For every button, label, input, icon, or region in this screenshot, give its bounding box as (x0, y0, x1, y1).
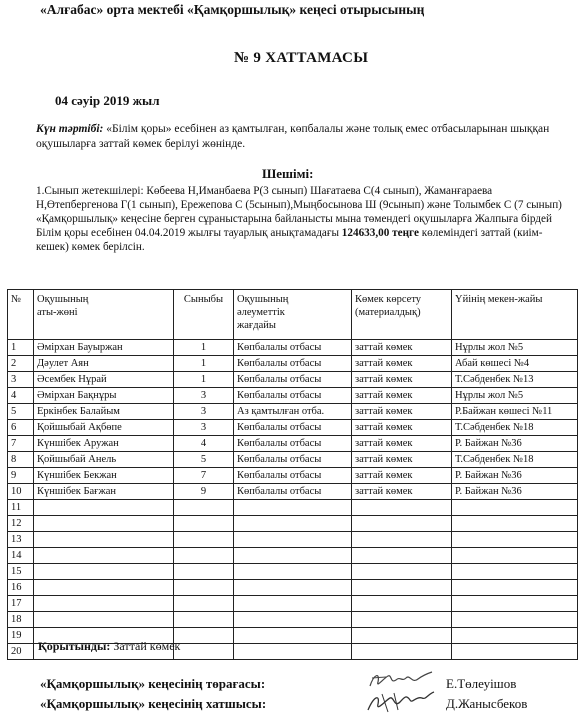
table-row (8, 340, 578, 356)
cell-assistance-type (352, 548, 452, 564)
cell-assistance-type: заттай көмек (352, 356, 452, 372)
header-number: № (8, 290, 34, 340)
table-row (8, 468, 578, 484)
students-table (7, 289, 578, 660)
table-row (8, 532, 578, 548)
cell-assistance-type (352, 628, 452, 644)
decision-heading: Шешімі: (262, 166, 314, 181)
cell-social-status: Көпбалалы отбасы (234, 388, 352, 404)
table-row (8, 436, 578, 452)
cell-assistance-type (352, 644, 452, 660)
secretary-name: Д.Жанысбеков (446, 696, 528, 711)
cell-address (452, 516, 578, 532)
decision-text-before: 1.Сынып жетекшілері: Көбеева Н,Иманбаева Р(3 сынып) Шағатаева С(4 сынып), Жаманғараева Н,Өтепбергенова Г(1 сынып), Ережепова С (5сынып),Мыңбосынова Ш (9сынып) және Толымбек С (7 сынып) «Қамқоршылық» кеңесіне берген сұраныстарына байланысты мына төмендегі оқушыларға Жалпыға бірдей Білім қоры есебінен 04.04.2019 жылғы тауарлық анықтамадағы (36, 185, 562, 239)
cell-assistance-type: заттай көмек (352, 468, 452, 484)
cell-address (452, 532, 578, 548)
decision-text (36, 184, 572, 254)
cell-grade: 1 (174, 340, 234, 356)
cell-assistance-type: заттай көмек (352, 420, 452, 436)
cell-social-status: Көпбалалы отбасы (234, 340, 352, 356)
document-title: № 9 ХАТТАМАСЫ (234, 50, 369, 66)
cell-number: 4 (8, 388, 34, 404)
cell-grade: 1 (174, 372, 234, 388)
cell-student-name (34, 564, 174, 580)
cell-social-status: Көпбалалы отбасы (234, 436, 352, 452)
cell-address: Т.Сәбденбек №13 (452, 372, 578, 388)
table-row (8, 516, 578, 532)
cell-social-status: Көпбалалы отбасы (234, 372, 352, 388)
cell-number: 17 (8, 596, 34, 612)
cell-student-name (34, 596, 174, 612)
cell-grade (174, 500, 234, 516)
cell-grade (174, 596, 234, 612)
table-row (8, 356, 578, 372)
cell-assistance-type (352, 580, 452, 596)
cell-number: 15 (8, 564, 34, 580)
cell-student-name (34, 532, 174, 548)
secretary-label: «Қамқоршылық» кеңесінің хатшысы: (40, 696, 267, 711)
table-row (8, 580, 578, 596)
cell-number: 3 (8, 372, 34, 388)
cell-student-name: Әмірхан Бақнұры (34, 388, 174, 404)
summary-label: Қорытынды: (38, 639, 111, 653)
secretary-signature (364, 688, 440, 716)
cell-number: 14 (8, 548, 34, 564)
cell-grade (174, 628, 234, 644)
table-row (8, 388, 578, 404)
decision-amount: 124633,00 теңге (341, 227, 419, 239)
cell-number: 16 (8, 580, 34, 596)
cell-address: Р.Байжан көшесі №11 (452, 404, 578, 420)
agenda-label: Күн тәртібі: (36, 123, 104, 135)
cell-number: 19 (8, 628, 34, 644)
cell-social-status: Аз қамтылған отба. (234, 404, 352, 420)
cell-number: 9 (8, 468, 34, 484)
header-grade: Сыныбы (174, 290, 234, 340)
cell-grade (174, 548, 234, 564)
cell-social-status (234, 644, 352, 660)
cell-student-name: Дәулет Аян (34, 356, 174, 372)
header-assistance-type: Көмек көрсету (материалдық) (352, 290, 452, 340)
cell-address (452, 628, 578, 644)
agenda-text: «Білім қоры» есебінен аз қамтылған, көпбалалы және толық емес отбасыларынан шыққан оқушыларға заттай көмек берілуі жөнінде. (36, 123, 550, 150)
cell-student-name: Күншібек Бағжан (34, 484, 174, 500)
cell-student-name: Күншібек Бекжан (34, 468, 174, 484)
cell-grade: 3 (174, 420, 234, 436)
cell-number: 8 (8, 452, 34, 468)
cell-assistance-type: заттай көмек (352, 484, 452, 500)
cell-social-status (234, 580, 352, 596)
cell-social-status: Көпбалалы отбасы (234, 468, 352, 484)
cell-social-status: Көпбалалы отбасы (234, 452, 352, 468)
cell-assistance-type (352, 500, 452, 516)
cell-address (452, 580, 578, 596)
cell-grade: 7 (174, 468, 234, 484)
table-row (8, 404, 578, 420)
cell-student-name: Еркінбек Балайым (34, 404, 174, 420)
cell-number: 1 (8, 340, 34, 356)
cell-number: 13 (8, 532, 34, 548)
cell-social-status: Көпбалалы отбасы (234, 420, 352, 436)
cell-student-name: Әсембек Нұрай (34, 372, 174, 388)
cell-student-name: Қойшыбай Анель (34, 452, 174, 468)
cell-address: Р. Байжан №36 (452, 436, 578, 452)
cell-address (452, 612, 578, 628)
cell-grade (174, 580, 234, 596)
cell-address: Нұрлы жол №5 (452, 388, 578, 404)
cell-grade: 3 (174, 404, 234, 420)
cell-address: Т.Сәбденбек №18 (452, 420, 578, 436)
cell-address: Нұрлы жол №5 (452, 340, 578, 356)
table-row (8, 564, 578, 580)
table-row (8, 420, 578, 436)
chair-name: Е.Төлеуішов (446, 676, 517, 691)
cell-assistance-type (352, 516, 452, 532)
cell-number: 18 (8, 612, 34, 628)
cell-assistance-type: заттай көмек (352, 372, 452, 388)
cell-assistance-type: заттай көмек (352, 340, 452, 356)
cell-address: Р. Байжан №36 (452, 468, 578, 484)
cell-assistance-type: заттай көмек (352, 388, 452, 404)
cell-student-name (34, 580, 174, 596)
table-row (8, 500, 578, 516)
cell-grade (174, 532, 234, 548)
cell-address: Р. Байжан №36 (452, 484, 578, 500)
table-header-row (8, 290, 578, 340)
table-row (8, 548, 578, 564)
cell-number: 7 (8, 436, 34, 452)
chair-label: «Қамқоршылық» кеңесінің төрағасы: (40, 676, 266, 691)
cell-number: 2 (8, 356, 34, 372)
cell-social-status (234, 612, 352, 628)
cell-grade (174, 644, 234, 660)
cell-social-status (234, 500, 352, 516)
table-row (8, 612, 578, 628)
cell-social-status (234, 516, 352, 532)
cell-address (452, 644, 578, 660)
cell-assistance-type (352, 564, 452, 580)
summary-text: Заттай көмек (110, 639, 181, 653)
cell-assistance-type: заттай көмек (352, 452, 452, 468)
cell-assistance-type (352, 596, 452, 612)
cell-address (452, 596, 578, 612)
cell-address (452, 564, 578, 580)
cell-grade: 9 (174, 484, 234, 500)
header-social-status: Оқушының әлеуметтік жағдайы (234, 290, 352, 340)
cell-social-status (234, 532, 352, 548)
cell-social-status: Көпбалалы отбасы (234, 484, 352, 500)
cell-social-status (234, 564, 352, 580)
cell-student-name (34, 612, 174, 628)
cell-social-status (234, 548, 352, 564)
agenda (36, 122, 566, 152)
cell-number: 5 (8, 404, 34, 420)
cell-number: 12 (8, 516, 34, 532)
cell-assistance-type: заттай көмек (352, 404, 452, 420)
cell-grade (174, 612, 234, 628)
cell-student-name (34, 548, 174, 564)
cell-student-name: Қойшыбай Ақбөпе (34, 420, 174, 436)
table-row (8, 452, 578, 468)
cell-student-name: Күншібек Аружан (34, 436, 174, 452)
cell-student-name (34, 500, 174, 516)
cell-social-status: Көпбалалы отбасы (234, 356, 352, 372)
cell-number: 20 (8, 644, 34, 660)
cell-address (452, 500, 578, 516)
document-date: 04 сәуір 2019 жыл (55, 93, 160, 108)
summary (38, 639, 180, 654)
cell-student-name (34, 516, 174, 532)
header-address: Үйінің мекен-жайы (452, 290, 578, 340)
cell-social-status (234, 596, 352, 612)
cell-assistance-type (352, 612, 452, 628)
cell-address: Абай көшесі №4 (452, 356, 578, 372)
cell-grade: 1 (174, 356, 234, 372)
table-row (8, 372, 578, 388)
decision-text-after: көлеміндегі заттай (киім-кешек) көмек берілсін. (36, 227, 543, 253)
document-header: «Алғабас» орта мектебі «Қамқоршылық» кеңесі отырысының (40, 2, 425, 17)
cell-number: 6 (8, 420, 34, 436)
cell-assistance-type: заттай көмек (352, 436, 452, 452)
cell-number: 11 (8, 500, 34, 516)
header-student-name: Оқушының аты-жөні (34, 290, 174, 340)
cell-social-status (234, 628, 352, 644)
table-row (8, 484, 578, 500)
cell-grade: 3 (174, 388, 234, 404)
table-row (8, 596, 578, 612)
cell-number: 10 (8, 484, 34, 500)
cell-grade (174, 516, 234, 532)
cell-grade: 4 (174, 436, 234, 452)
cell-assistance-type (352, 532, 452, 548)
cell-grade: 5 (174, 452, 234, 468)
cell-grade (174, 564, 234, 580)
cell-address (452, 548, 578, 564)
cell-student-name: Әмірхан Бауыржан (34, 340, 174, 356)
cell-address: Т.Сәбденбек №18 (452, 452, 578, 468)
